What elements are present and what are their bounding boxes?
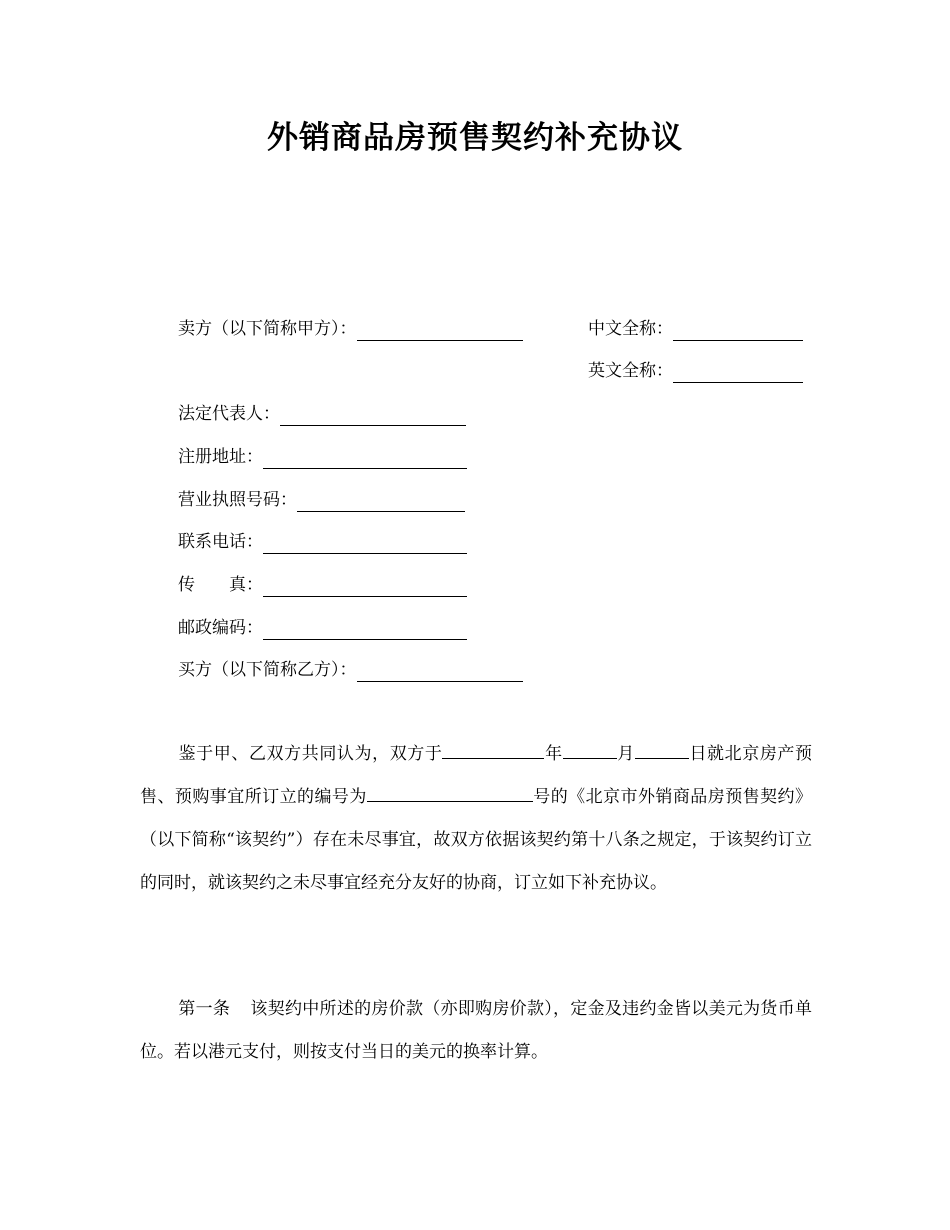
address-field xyxy=(178,445,467,469)
phone-blank xyxy=(263,536,467,554)
fax-blank xyxy=(263,579,467,597)
date-year-blank xyxy=(442,742,544,759)
preamble-paragraph xyxy=(140,733,812,905)
contract-number-blank xyxy=(367,785,533,802)
date-month-blank xyxy=(563,742,617,759)
en-name-blank xyxy=(673,365,803,383)
license-label: 营业执照号码： xyxy=(178,490,297,510)
article-1-heading: 第一条 xyxy=(178,999,231,1019)
legal-rep-blank xyxy=(280,408,466,426)
year-label: 年 xyxy=(544,744,563,764)
cn-name-label: 中文全称： xyxy=(588,319,673,339)
legal-rep-field xyxy=(178,402,466,426)
license-field xyxy=(178,488,465,512)
address-blank xyxy=(263,451,467,469)
seller-blank xyxy=(357,323,523,341)
preamble-text-2: 日就北京房产预售、预购事宜所订立的编号为 xyxy=(140,744,813,807)
preamble-text-1: 鉴于甲、乙双方共同认为，双方于 xyxy=(178,744,443,764)
license-blank xyxy=(297,494,465,512)
legal-rep-label: 法定代表人： xyxy=(178,404,280,424)
date-day-blank xyxy=(635,742,689,759)
fax-field xyxy=(178,573,467,597)
postcode-label: 邮政编码： xyxy=(178,618,263,638)
en-name-label: 英文全称： xyxy=(588,361,673,381)
address-label: 注册地址： xyxy=(178,447,263,467)
document-title: 外销商品房预售契约补充协议 xyxy=(267,120,683,156)
phone-label: 联系电话： xyxy=(178,532,263,552)
cn-name-blank xyxy=(673,323,803,341)
seller-field xyxy=(178,317,523,341)
fax-label: 传 真： xyxy=(178,575,263,595)
cn-name-field xyxy=(588,317,803,341)
buyer-label: 买方（以下简称乙方）： xyxy=(178,660,357,680)
month-label: 月 xyxy=(616,744,635,764)
buyer-field xyxy=(178,658,523,682)
article-1-text: 该契约中所述的房价款（亦即购房价款），定金及违约金皆以美元为货币单位。若以港元支付，则按支付当日的美元的换率计算。 xyxy=(140,999,813,1062)
seller-label: 卖方（以下简称甲方）： xyxy=(178,319,357,339)
postcode-blank xyxy=(263,622,467,640)
buyer-blank xyxy=(357,664,523,682)
phone-field xyxy=(178,530,467,554)
article-1-paragraph xyxy=(140,988,812,1074)
en-name-field xyxy=(588,359,803,383)
preamble-text-3: 号的《北京市外销商品房预售契约》（以下简称“该契约”）存在未尽事宜，故双方依据该契约第十八条之规定，于该契约订立的同时，就该契约之未尽事宜经充分友好的协商，订立如下补充协议。 xyxy=(140,787,812,893)
postcode-field xyxy=(178,616,467,640)
